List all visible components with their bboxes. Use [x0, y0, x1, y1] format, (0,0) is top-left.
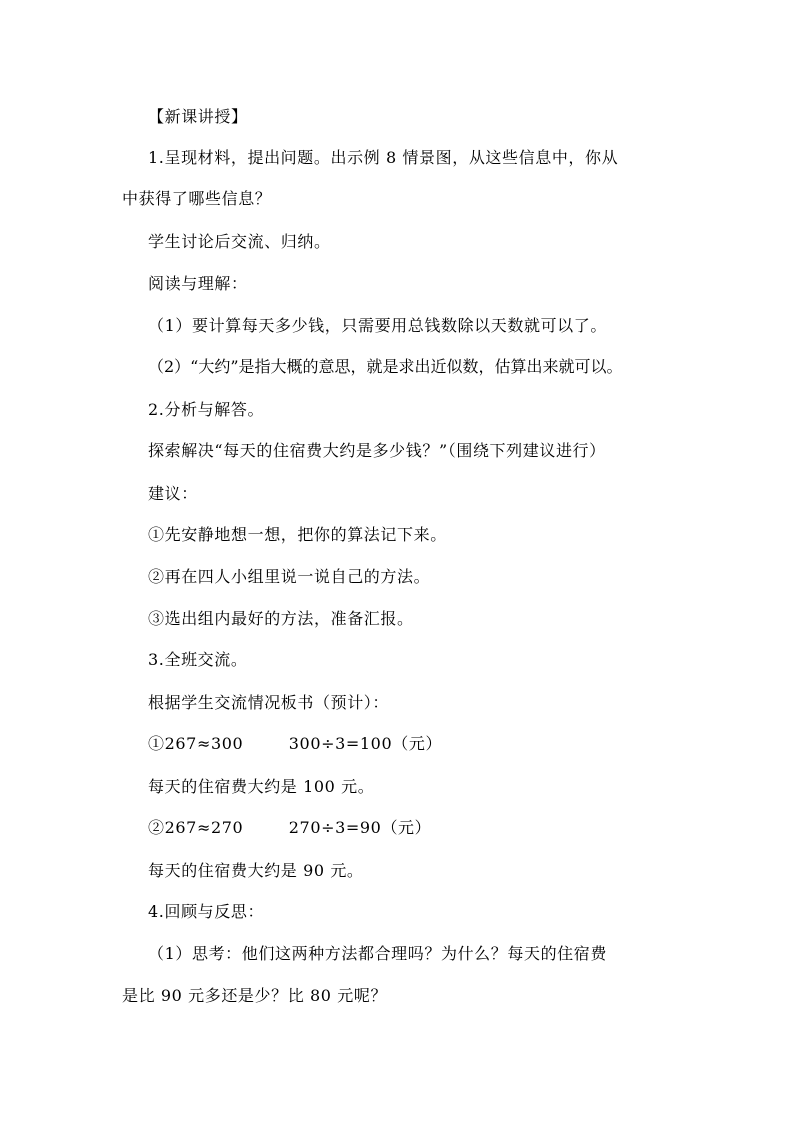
paragraph-18: 4.回顾与反思： — [148, 902, 265, 921]
paragraph-16: ②267≈270 270÷3=90（元） — [148, 818, 432, 837]
paragraph-6: 2.分析与解答。 — [148, 400, 265, 419]
paragraph-9: ①先安静地想一想，把你的算法记下来。 — [148, 525, 447, 544]
paragraph-19-line-1: （1）思考：他们这两种方法都合理吗？为什么？每天的住宿费 — [148, 944, 607, 963]
paragraph-1-line-1: 1.呈现材料，提出问题。出示例 8 情景图，从这些信息中，你从 — [148, 148, 619, 167]
paragraph-3: 阅读与理解： — [148, 274, 248, 293]
paragraph-8: 建议： — [148, 484, 198, 503]
paragraph-14: ①267≈300 300÷3=100（元） — [148, 734, 443, 753]
paragraph-1-line-2: 中获得了哪些信息？ — [122, 189, 272, 208]
paragraph-13: 根据学生交流情况板书（预计）： — [148, 693, 390, 712]
paragraph-15: 每天的住宿费大约是 100 元。 — [148, 777, 375, 796]
paragraph-2: 学生讨论后交流、归纳。 — [148, 232, 331, 251]
paragraph-19-line-2: 是比 90 元多还是少？比 80 元呢？ — [122, 986, 388, 1005]
paragraph-7: 探索解决“每天的住宿费大约是多少钱？”（围绕下列建议进行） — [148, 441, 606, 460]
paragraph-11: ③选出组内最好的方法，准备汇报。 — [148, 609, 414, 628]
paragraph-17: 每天的住宿费大约是 90 元。 — [148, 861, 364, 880]
paragraph-12: 3.全班交流。 — [148, 650, 248, 669]
paragraph-4: （1）要计算每天多少钱，只需要用总钱数除以天数就可以了。 — [148, 316, 607, 335]
section-heading: 【新课讲授】 — [148, 107, 248, 126]
paragraph-10: ②再在四人小组里说一说自己的方法。 — [148, 567, 431, 586]
paragraph-5: （2）“大约”是指大概的意思，就是求出近似数，估算出来就可以。 — [148, 357, 623, 376]
